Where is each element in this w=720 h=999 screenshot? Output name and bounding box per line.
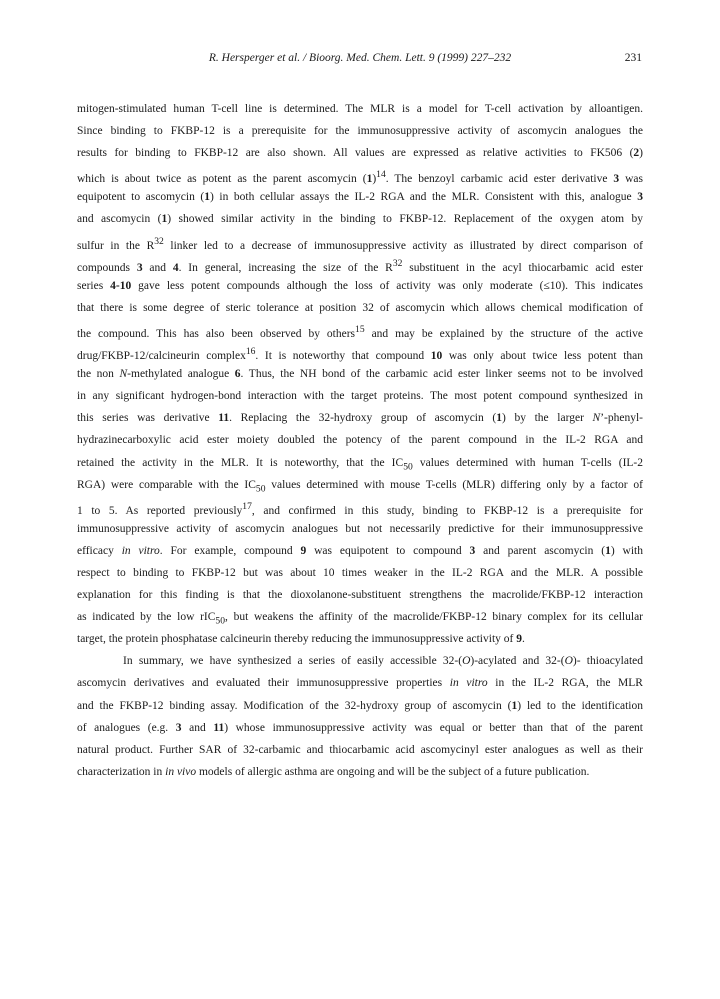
text-line: RGA) were comparable with the $IC_{50}$ values determined with mouse T-cells (MLR) differing only by a factor of (77, 478, 643, 494)
text-line: compounds 3 and 4. In general, increasing the size of the $R^{32}$ substituent in the acyl thiocarbamic acid ester (77, 257, 644, 274)
paragraph-summary (77, 650, 643, 783)
text-line: in any significant hydrogen-bond interaction with the target proteins. The most potent compound synthesized in (77, 390, 643, 403)
body-text (77, 98, 643, 783)
text-line: sulfur in the $R^{32}$ linker led to a decrease of immunosuppressive activity as illustrated by direct comparison of (77, 235, 644, 252)
text-line: explanation for this finding is that the dioxolanone-substituent strengthens the macrolide/FKBP-12 interaction (77, 589, 643, 602)
text-line: that there is some degree of steric tolerance at position 32 of ascomycin which allows chemical modification of (77, 301, 643, 314)
text-line: immunosuppressive activity of ascomycin analogues but not necessarily predictive for their immunosuppressive (77, 522, 643, 535)
text-line: retained the activity in the MLR. It is noteworthy, that the $IC_{50}$ values determined with human T-cells (IL-2 (77, 456, 643, 472)
text-line: drug/FKBP-12/calcineurin complex$^{16}$. It is noteworthy that compound 10 was only about twice less potent than (77, 346, 643, 362)
page-number: 231 (624, 52, 642, 64)
text-line: 1 to 5. As reported previously$^{17}$, and confirmed in this study, binding to FKBP-12 is a prerequisite for (77, 500, 643, 517)
page-header (0, 52, 720, 68)
text-line: series 4-10 gave less potent compounds although the loss of activity was only moderate (≤10). This indicates (77, 279, 643, 292)
text-line: respect to binding to FKBP-12 but was about 10 times weaker in the IL-2 RGA and the MLR. A possible (77, 566, 643, 579)
running-head: R. Hersperger et al. / Bioorg. Med. Chem. Lett. 9 (1999) 227–232 (208, 52, 512, 64)
text-line: characterization in in vivo models of allergic asthma are ongoing and will be the subject of a future publication. (77, 765, 590, 778)
text-line: hydrazinecarboxylic acid ester moiety doubled the potency of the parent compound in the IL-2 RGA and (77, 434, 643, 447)
text-line: and ascomycin (1) showed similar activity in the binding to FKBP-12. Replacement of the oxygen atom by (77, 213, 643, 226)
text-line: target, the protein phosphatase calcineurin thereby reducing the immunosuppressive activity of 9. (77, 633, 525, 646)
paragraph-results-discussion (77, 98, 643, 650)
text-line: of analogues (e.g. 3 and 11) whose immunosuppressive activity was equal or better than that of the parent (77, 721, 643, 734)
text-line: mitogen-stimulated human T-cell line is determined. The MLR is a model for T-cell activation by alloantigen. (77, 103, 643, 115)
text-line: the non N-methylated analogue 6. Thus, the NH bond of the carbamic acid ester linker seems not to be involved (77, 368, 643, 381)
text-line: as indicated by the low rIC$_{50}$, but weakens the affinity of the macrolide/FKBP-12 binary complex for its cellular (77, 611, 644, 627)
text-line: the compound. This has also been observed by others$^{15}$ and may be explained by the structure of the active (77, 323, 643, 340)
text-line: Since binding to FKBP-12 is a prerequisite for the immunosuppressive activity of ascomycin analogues the (77, 125, 643, 138)
text-line: natural product. Further SAR of 32-carbamic and thiocarbamic acid ascomycinyl ester analogues as well as their (77, 743, 643, 756)
text-line: and the FKBP-12 binding assay. Modification of the 32-hydroxy group of ascomycin (1) led to the identification (77, 699, 643, 712)
text-line: this series was derivative 11. Replacing the 32-hydroxy group of ascomycin (1) by the larger N’-phenyl- (77, 412, 644, 425)
text-line: equipotent to ascomycin (1) in both cellular assays the IL-2 RGA and the MLR. Consistent with this, analogue 3 (77, 191, 643, 204)
text-line: efficacy in vitro. For example, compound 9 was equipotent to compound 3 and parent ascomycin (1) with (77, 544, 643, 557)
text-line: which is about twice as potent as the parent ascomycin $(1)^{14}$. The benzoyl carbamic acid ester derivative 3 was (77, 169, 644, 186)
text-line: ascomycin derivatives and evaluated their immunosuppressive properties in vitro in the IL-2 RGA, the MLR (77, 677, 643, 690)
text-line: results for binding to FKBP-12 are also shown. All values are expressed as relative activities to FK506 (2) (77, 147, 643, 160)
text-line: In summary, we have synthesized a series of easily accessible 32-(O)-acylated and 32-(O)- thioacylated (123, 655, 643, 668)
